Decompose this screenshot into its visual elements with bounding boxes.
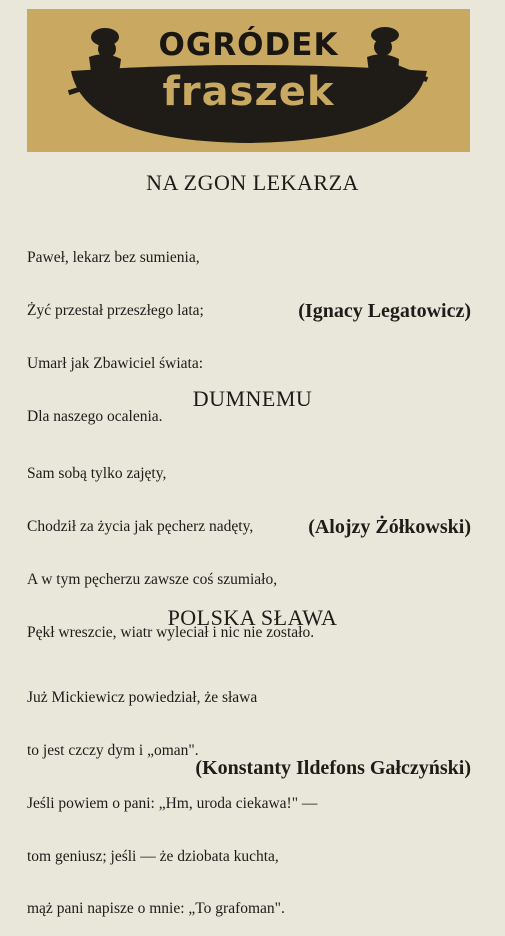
verse-line: to jest czczy dym i „oman". [27, 741, 199, 759]
verse-line: Paweł, lekarz bez sumienia, [27, 249, 200, 267]
verse-line: A w tym pęcherzu zawsze coś szumiało, [27, 570, 278, 588]
verse-line: Pękł wreszcie, wiatr wyleciał i nic nie zostało. [27, 623, 315, 641]
poem-title: NA ZGON LEKARZA [146, 170, 359, 195]
banner-top-text: OGRÓDEK [158, 27, 339, 63]
poem-title: POLSKA SŁAWA [167, 605, 338, 630]
poem-verse [27, 654, 317, 936]
verse-line: Już Mickiewicz powiedział, że sława [27, 689, 258, 707]
poem-title: DUMNEMU [192, 386, 313, 411]
header-banner [27, 9, 470, 152]
poem-author: (Ignacy Legatowicz) [298, 300, 471, 322]
verse-line: mąż pani napisze o mnie: „To grafoman". [27, 900, 285, 918]
verse-line: Umarł jak Zbawiciel świata: [27, 354, 204, 372]
poem-author: (Konstanty Ildefons Gałczyński) [195, 757, 471, 779]
verse-line: Sam sobą tylko zajęty, [27, 465, 167, 483]
verse-line: Chodził za życia jak pęcherz nadęty, [27, 517, 254, 535]
banner-bottom-text: fraszek [162, 69, 335, 115]
verse-line: Jeśli powiem o pani: „Hm, uroda ciekawa!" — [27, 794, 318, 812]
verse-line: Żyć przestał przeszłego lata; [27, 301, 204, 319]
poem-author: (Alojzy Żółkowski) [308, 516, 471, 538]
verse-line: tom geniusz; jeśli — że dziobata kuchta, [27, 847, 279, 865]
verse-line: Dla naszego ocalenia. [27, 407, 163, 425]
